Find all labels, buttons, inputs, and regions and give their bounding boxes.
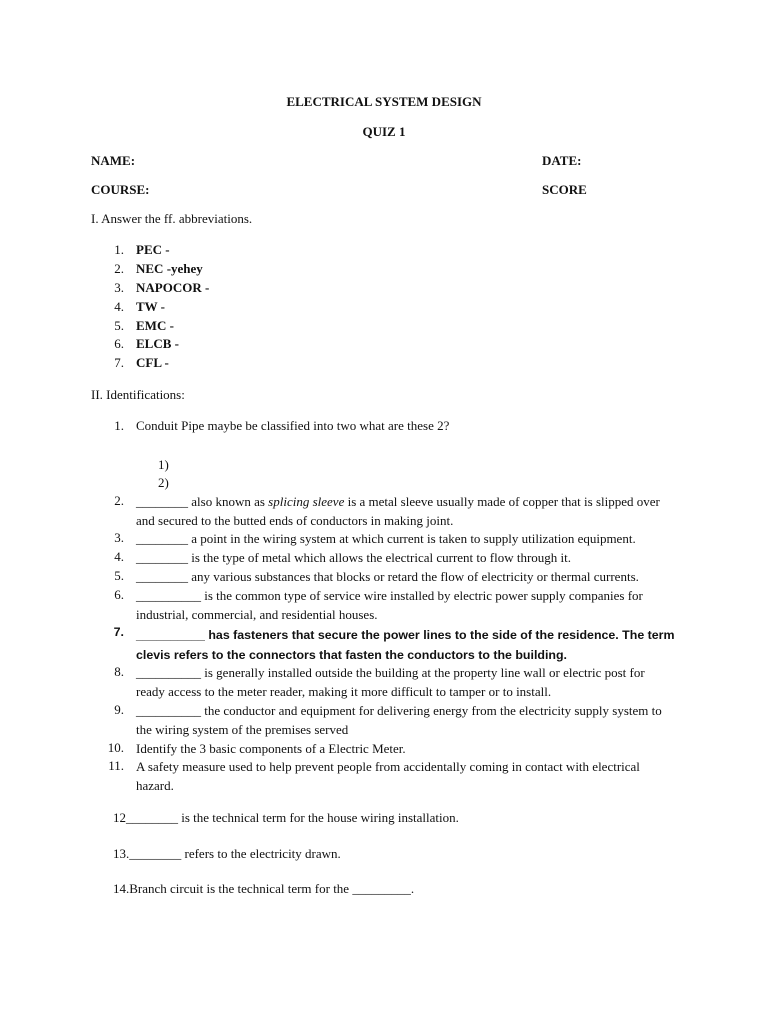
item-number: 2. xyxy=(114,261,124,276)
item-text: EMC - xyxy=(136,318,174,333)
item-number: 7. xyxy=(114,355,124,370)
question-number: 9. xyxy=(114,702,124,717)
question-number: 2. xyxy=(114,493,124,508)
question-13: 13.________ refers to the electricity drawn. xyxy=(113,846,341,861)
name-field-label: NAME: xyxy=(91,153,136,168)
question-text-part: is a metal sleeve usually made of copper that is slipped over and secured to the butted ends of conductors in making joint. xyxy=(136,494,660,528)
question-number: 7. xyxy=(113,625,124,639)
item-text: ELCB - xyxy=(136,336,179,351)
question-number: 8. xyxy=(114,664,124,679)
question-text xyxy=(136,493,676,530)
question-text: __________ is generally installed outside the building at the property line wall or electric post for ready access to the meter reader, making it more difficult to tamper or to install. xyxy=(136,665,645,699)
item-text: NAPOCOR - xyxy=(136,280,210,295)
item-number: 4. xyxy=(114,299,124,314)
item-number: 6. xyxy=(114,336,124,351)
question-text: __________ is the common type of service wire installed by electric power supply companies for industrial, commercial, and residential houses. xyxy=(136,588,643,622)
sub-answer-1: 1) xyxy=(158,457,169,472)
item-text: PEC - xyxy=(136,242,170,257)
question-text: __________ has fasteners that secure the power lines to the side of the residence. The term clevis refers to the connectors that fasten the conductors to the building. xyxy=(136,628,675,662)
score-field-label: SCORE xyxy=(542,182,587,197)
course-field-label: COURSE: xyxy=(91,182,150,197)
item-text: NEC -yehey xyxy=(136,261,203,276)
question-number: 11. xyxy=(108,758,124,773)
question-number: 10. xyxy=(107,740,124,755)
sub-answer-2: 2) xyxy=(158,475,169,490)
question-number: 4. xyxy=(114,549,124,564)
question-text: ________ is the type of metal which allows the electrical current to flow through it. xyxy=(136,550,572,565)
question-14: 14.Branch circuit is the technical term for the _________. xyxy=(113,881,415,896)
question-text: ________ a point in the wiring system at which current is taken to supply utilization equipment. xyxy=(136,531,636,546)
question-emphasis: splicing sleeve xyxy=(268,494,345,509)
question-text: A safety measure used to help prevent people from accidentally coming in contact with electrical hazard. xyxy=(136,759,640,793)
item-number: 3. xyxy=(114,280,124,295)
item-number: 1. xyxy=(114,242,124,257)
question-number: 3. xyxy=(114,530,124,545)
quiz-label: QUIZ 1 xyxy=(362,124,406,139)
question-number: 6. xyxy=(114,587,124,602)
date-field-label: DATE: xyxy=(542,153,582,168)
document-title: ELECTRICAL SYSTEM DESIGN xyxy=(286,94,482,109)
item-text: CFL - xyxy=(136,355,169,370)
question-text-part: ________ also known as xyxy=(136,494,269,509)
section1-heading: I. Answer the ff. abbreviations. xyxy=(91,211,253,226)
question-number: 1. xyxy=(114,418,124,433)
section2-heading: II. Identifications: xyxy=(91,387,185,402)
question-text: __________ the conductor and equipment for delivering energy from the electricity supply system to the wiring system of the premises served xyxy=(136,703,662,737)
item-number: 5. xyxy=(114,318,124,333)
item-text: TW - xyxy=(136,299,166,314)
question-12: 12________ is the technical term for the house wiring installation. xyxy=(113,810,459,825)
question-text: Conduit Pipe maybe be classified into two what are these 2? xyxy=(136,418,450,433)
question-text: ________ any various substances that blocks or retard the flow of electricity or thermal currents. xyxy=(136,569,639,584)
question-number: 5. xyxy=(114,568,124,583)
question-text: Identify the 3 basic components of a Electric Meter. xyxy=(136,741,406,756)
